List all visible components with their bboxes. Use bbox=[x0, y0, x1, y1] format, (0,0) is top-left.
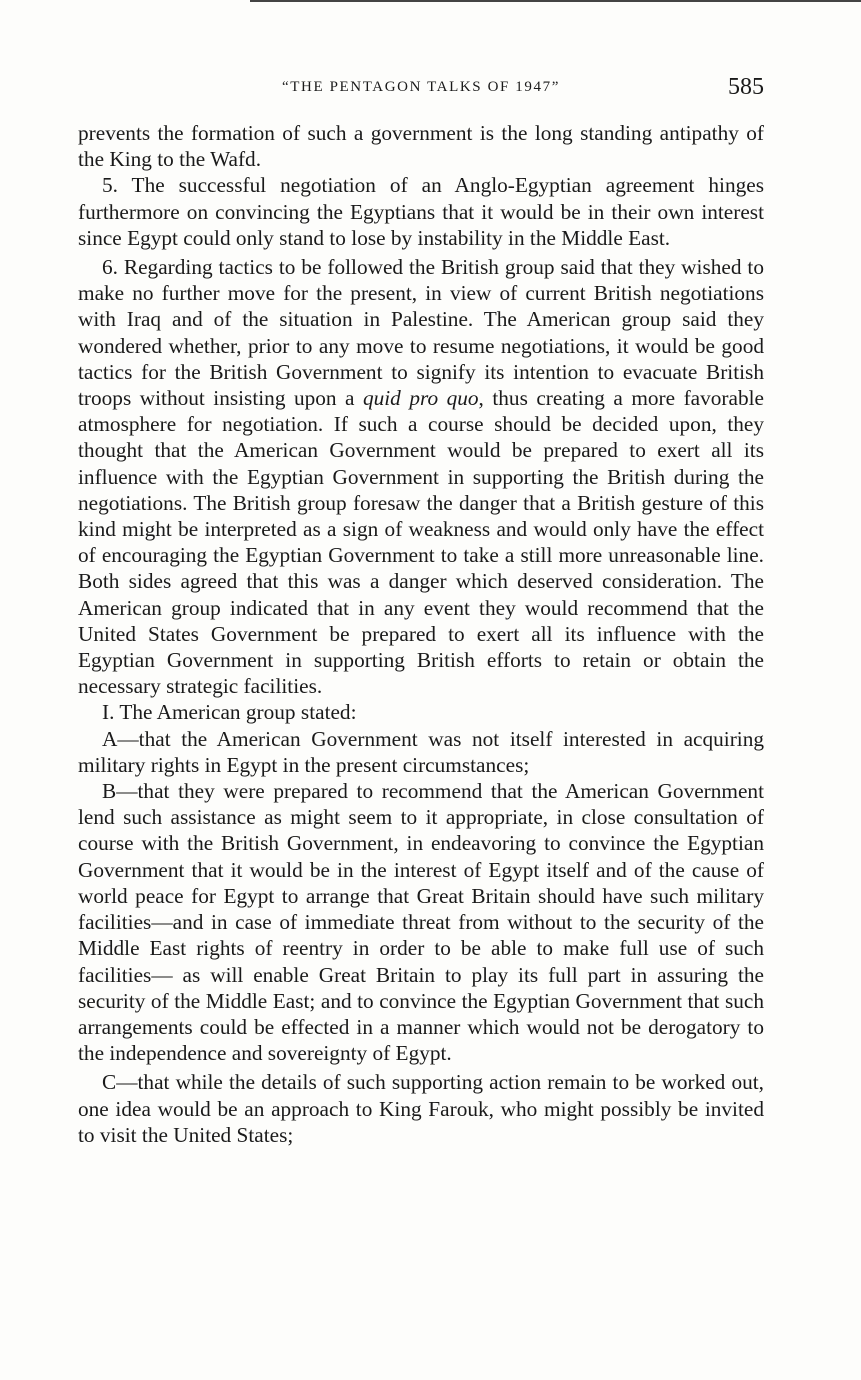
page-number: 585 bbox=[728, 74, 764, 100]
paragraph-5: 5. The successful negotiation of an Anglo-Egyptian agreement hinges furthermore on convincing the Egyptians that it would be in their own interest since Egypt could only stand to lose by instability in the Middle East. bbox=[78, 173, 764, 250]
body-text bbox=[78, 120, 764, 1148]
paragraph-a: A—that the American Government was not itself interested in acquiring military rights in Egypt in the present circumstances; bbox=[78, 726, 764, 777]
paragraph-6-part-1: 6. Regarding tactics to be followed the British group said that they wished to make no further move for the present, in view of current British negotiations with Iraq and of the situation in Palestine. The American group said they wondered whether, prior to any move to resume negotiations, it would be good tactics for the British Government to signify its intention to evacuate British troops without insisting upon a bbox=[78, 255, 764, 411]
running-title: “THE PENTAGON TALKS OF 1947” bbox=[282, 79, 560, 95]
paragraph-6-part-2: , thus creating a more favorable atmosphere for negotiation. If such a course should be decided upon, they thought that the American Government would be prepared to exert all its influence with the Egyptian Government in supporting the British during the negotiations. The British group foresaw the danger that a British gesture of this kind might be interpreted as a sign of weakness and would only have the effect of encouraging the Egyptian Government to take a still more unreasonable line. Both sides agreed that this was a danger which deserved consideration. The American group indicated that in any event they would recommend that the United States Government be prepared to exert all its influence with the Egyptian Government in supporting British efforts to retain or obtain the necessary strategic facilities. bbox=[78, 386, 764, 699]
paragraph-c: C—that while the details of such supporting action remain to be worked out, one idea would be an approach to King Farouk, who might possibly be invited to visit the United States; bbox=[78, 1070, 764, 1147]
latin-phrase: quid pro quo bbox=[362, 386, 479, 411]
running-header bbox=[78, 76, 764, 106]
paragraph-continuation: prevents the formation of such a government is the long standing antipathy of the King to the Wafd. bbox=[78, 121, 764, 172]
paragraph-b: B—that they were prepared to recommend that the American Government lend such assistance as might seem to it appropriate, in close consultation of course with the British Government, in endeavoring to convince the Egyptian Government that it would be in the interest of Egypt itself and of the cause of world peace for Egypt to arrange that Great Britain should have such military facilities—and in case of immediate threat from without to the security of the Middle East rights of reentry in order to be able to make full use of such facilities— as will enable Great Britain to play its full part in assuring the security of the Middle East; and to convince the Egyptian Government that such arrangements could be effected in a manner which would not be derogatory to the independence and sovereignty of Egypt. bbox=[78, 779, 764, 1066]
paragraph-i: I. The American group stated: bbox=[102, 700, 357, 725]
top-rule bbox=[250, 0, 861, 2]
paragraph-6 bbox=[78, 254, 764, 699]
